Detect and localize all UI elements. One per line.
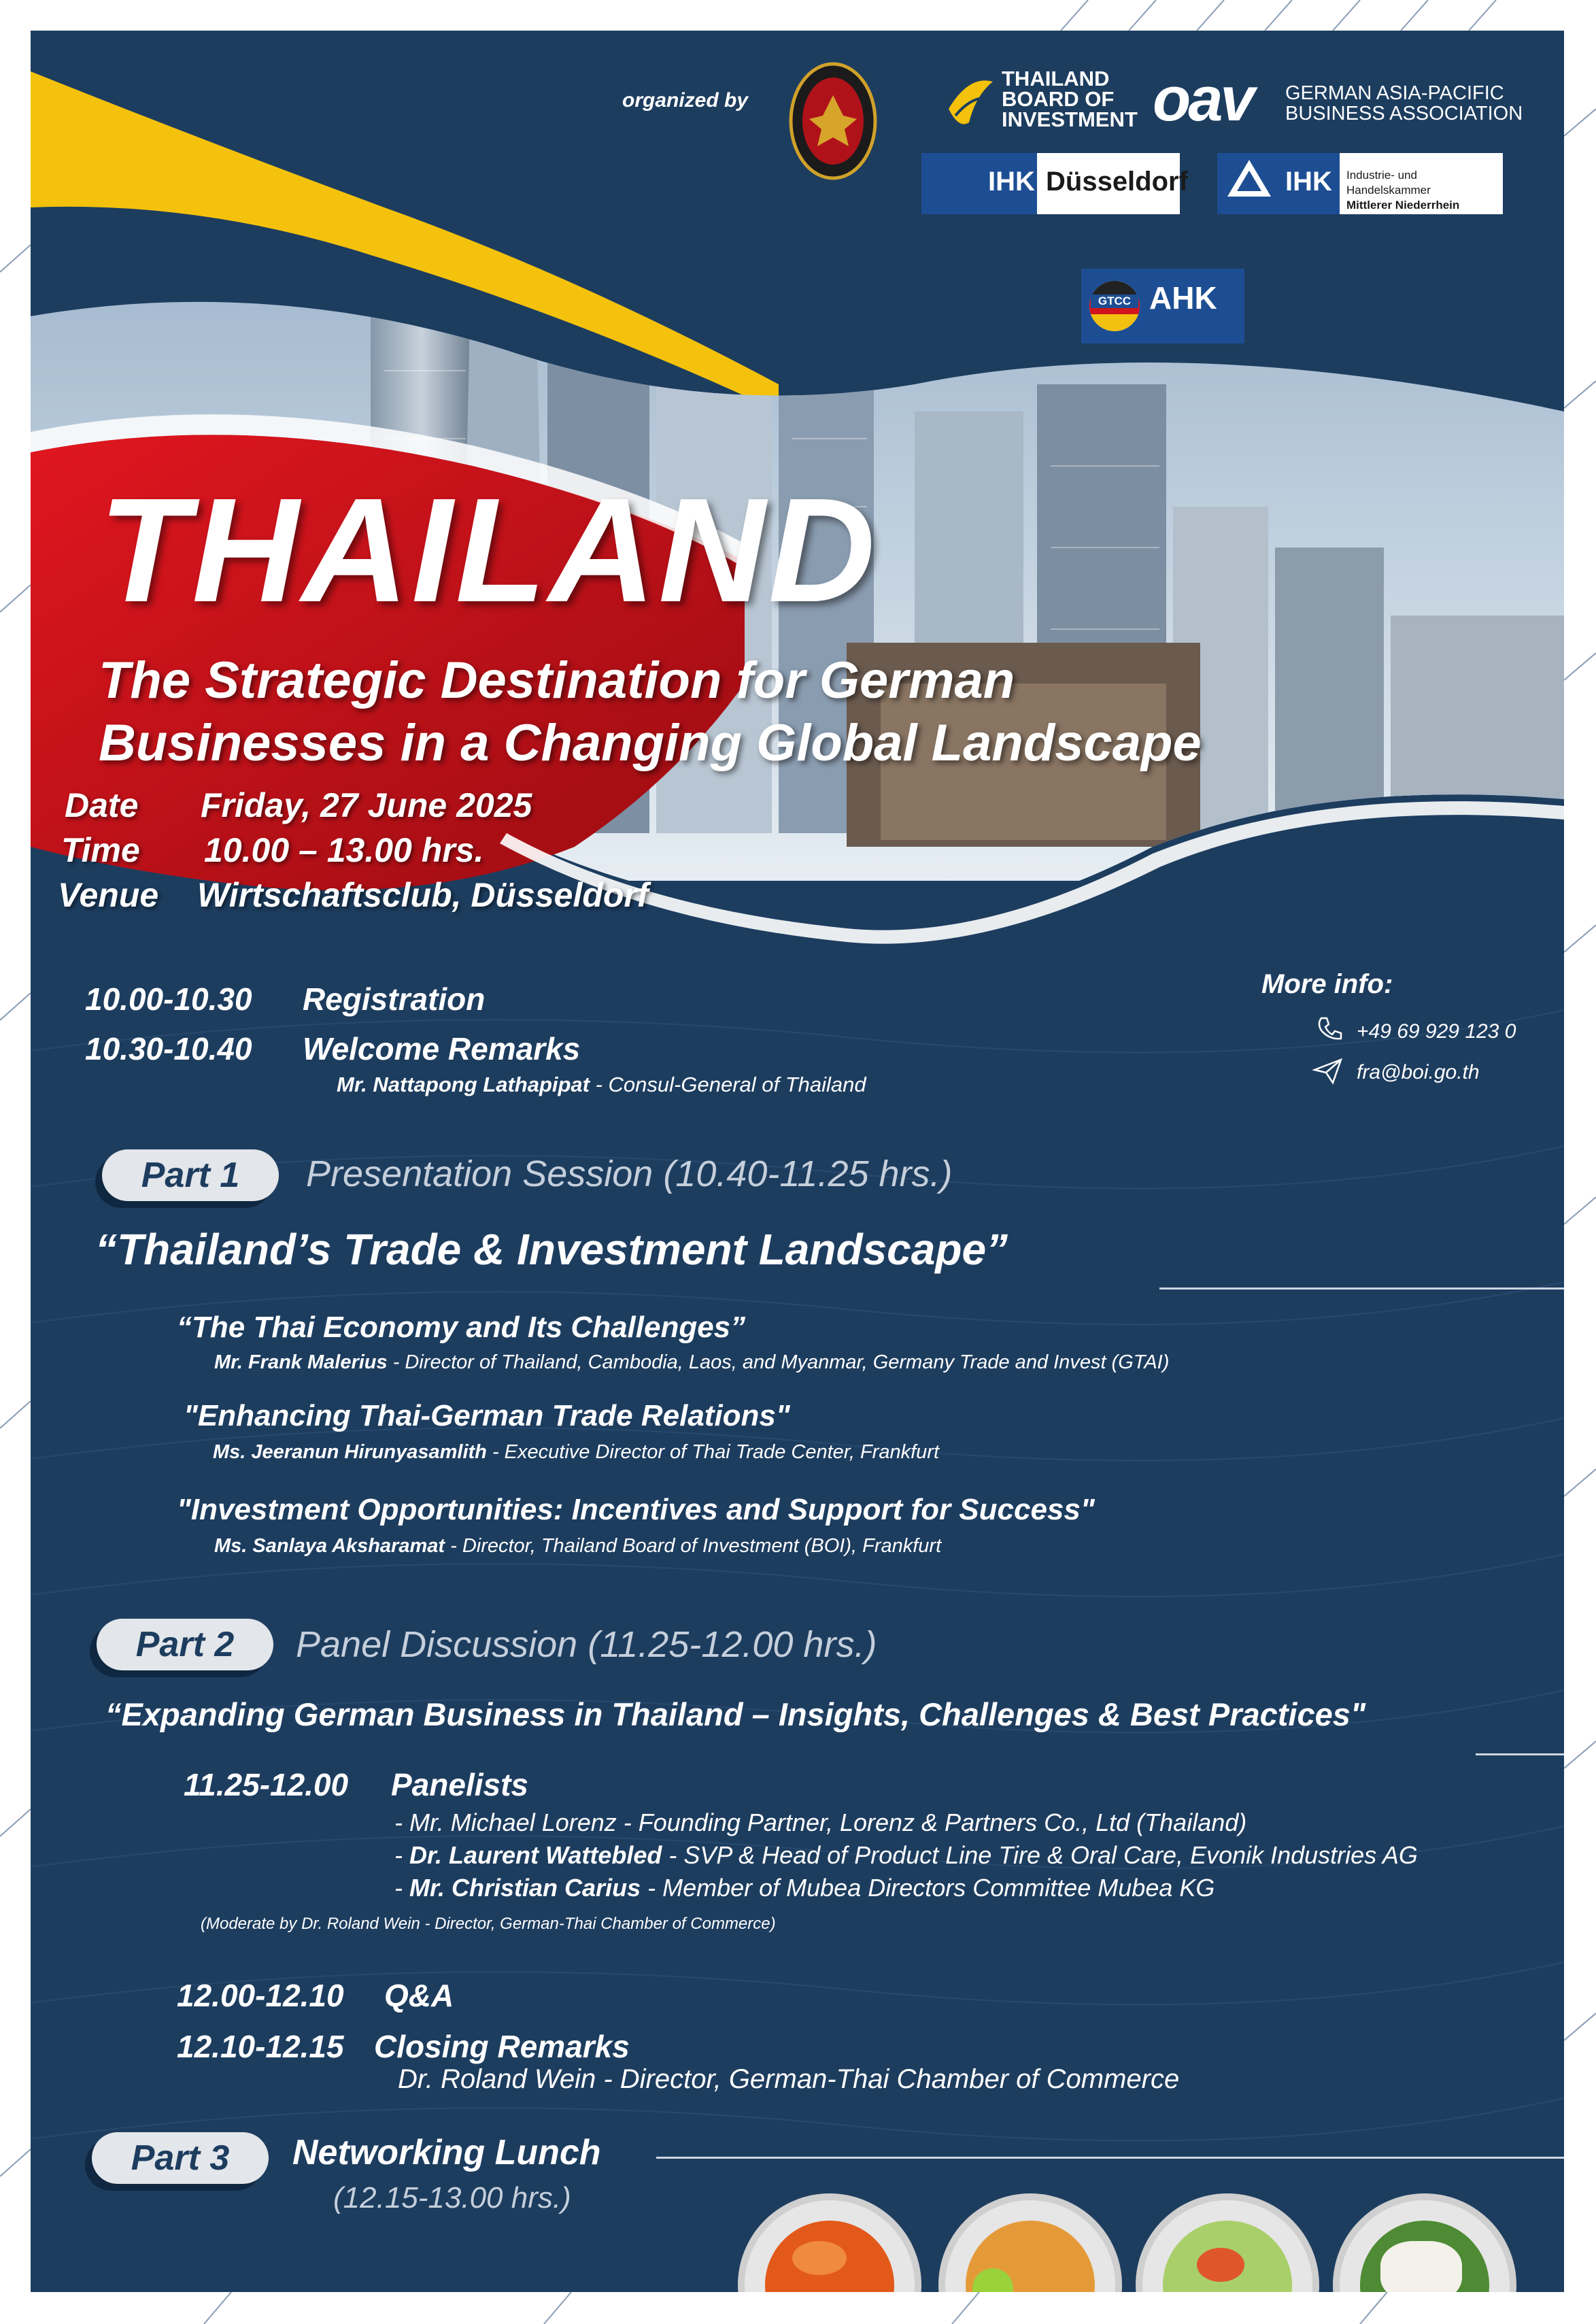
ihk-duesseldorf-city: Düsseldorf bbox=[1046, 167, 1188, 197]
part2-description: Panel Discussion (11.25-12.00 hrs.) bbox=[296, 1624, 877, 1665]
talk1-speaker-role: - Director of Thailand, Cambodia, Laos, and Myanmar, Germany Trade and Invest (GTAI) bbox=[387, 1351, 1170, 1373]
part3-badge: Part 3 bbox=[92, 2132, 269, 2184]
panelist-1-name: Mr. Michael Lorenz bbox=[409, 1808, 617, 1836]
venue-label: Venue bbox=[58, 876, 159, 914]
venue-value: Wirtschaftsclub, Düsseldorf bbox=[197, 876, 649, 914]
ihk-mn-line2: Mittlerer Niederrhein bbox=[1346, 199, 1460, 212]
welcome-speaker-role: - Consul-General of Thailand bbox=[590, 1073, 866, 1096]
royal-thai-embassy-seal bbox=[789, 61, 877, 180]
panel-title: Panelists bbox=[391, 1767, 528, 1802]
welcome-speaker-name: Mr. Nattapong Lathapipat bbox=[337, 1073, 590, 1096]
poster-title: THAILAND bbox=[99, 468, 879, 633]
panelist-3-name: Mr. Christian Carius bbox=[409, 1874, 641, 1902]
time-label: Time bbox=[61, 831, 140, 869]
send-mail-icon bbox=[1312, 1058, 1344, 1088]
poster-subtitle bbox=[99, 650, 1202, 775]
talk1-speaker bbox=[214, 1351, 1169, 1374]
part2-headline: “Expanding German Business in Thailand – Insights, Challenges & Best Practices" bbox=[105, 1696, 1366, 1732]
email-address[interactable]: fra@boi.go.th bbox=[1357, 1061, 1480, 1083]
panelist-2-name: Dr. Laurent Wattebled bbox=[409, 1841, 662, 1869]
part1-description: Presentation Session (10.40-11.25 hrs.) bbox=[306, 1153, 953, 1194]
talk3-speaker bbox=[214, 1535, 941, 1557]
registration-title: Registration bbox=[303, 981, 486, 1017]
panelist-3-role: - Member of Mubea Directors Committee Mubea KG bbox=[641, 1874, 1215, 1902]
time-value: 10.00 – 13.00 hrs. bbox=[204, 831, 484, 869]
part2-badge: Part 2 bbox=[97, 1619, 273, 1670]
registration-time: 10.00-10.30 bbox=[85, 981, 252, 1017]
more-info-label: More info: bbox=[1261, 969, 1393, 999]
welcome-speaker bbox=[337, 1073, 866, 1097]
ihk-mn-line1: Industrie- und Handelskammer bbox=[1346, 169, 1431, 197]
part1-divider bbox=[1159, 1287, 1564, 1290]
closing-title: Closing Remarks bbox=[374, 2029, 630, 2064]
talk3-speaker-role: - Director, Thailand Board of Investment (BOI), Frankfurt bbox=[445, 1535, 942, 1557]
part2-divider bbox=[1476, 1753, 1564, 1755]
part3-title: Networking Lunch bbox=[292, 2133, 601, 2172]
ihk-mittlerer-niederrhein-logo bbox=[1217, 153, 1503, 214]
ihk-mn-prefix: IHK bbox=[1285, 167, 1332, 197]
talk2-title: "Enhancing Thai-German Trade Relations" bbox=[184, 1399, 790, 1432]
welcome-title: Welcome Remarks bbox=[303, 1031, 581, 1066]
phone-number: +49 69 929 123 0 bbox=[1357, 1020, 1516, 1043]
talk2-speaker bbox=[213, 1441, 939, 1464]
closing-speaker: Dr. Roland Wein - Director, German-Thai Chamber of Commerce bbox=[398, 2064, 1180, 2094]
phone-icon bbox=[1316, 1015, 1343, 1046]
boi-logo-line2: BOARD OF bbox=[1002, 87, 1115, 111]
panelist-2 bbox=[394, 1841, 1418, 1870]
oav-logo-line2: BUSINESS ASSOCIATION bbox=[1285, 103, 1523, 124]
oav-logo-line1: GERMAN ASIA-PACIFIC bbox=[1285, 82, 1504, 104]
panelist-3 bbox=[394, 1874, 1215, 1902]
closing-time: 12.10-12.15 bbox=[177, 2029, 344, 2064]
panelist-1-prefix: - bbox=[394, 1808, 409, 1836]
poster-subtitle-line2: Businesses in a Changing Global Landscape bbox=[99, 714, 1202, 772]
date-label: Date bbox=[65, 786, 139, 824]
ahk-text: AHK bbox=[1149, 280, 1217, 316]
organized-by-label: organized by bbox=[622, 89, 749, 112]
part3-divider bbox=[656, 2157, 1564, 2159]
panel-time: 11.25-12.00 bbox=[184, 1767, 349, 1802]
ihk-duesseldorf-logo bbox=[921, 153, 1188, 214]
date-value: Friday, 27 June 2025 bbox=[201, 786, 532, 824]
ihk-duesseldorf-prefix: IHK bbox=[988, 167, 1035, 197]
talk2-speaker-role: - Executive Director of Thai Trade Center, Frankfurt bbox=[486, 1441, 939, 1463]
boi-emblem-icon bbox=[942, 68, 996, 136]
panelist-2-prefix: - bbox=[394, 1841, 409, 1869]
panelist-1-role: - Founding Partner, Lorenz & Partners Co., Ltd (Thailand) bbox=[616, 1808, 1247, 1836]
part1-badge: Part 1 bbox=[102, 1149, 279, 1201]
ihk-arrows-icon bbox=[1225, 160, 1273, 207]
talk2-speaker-name: Ms. Jeeranun Hirunyasamlith bbox=[213, 1441, 487, 1463]
talk1-title: “The Thai Economy and Its Challenges” bbox=[177, 1311, 746, 1344]
oav-logo-mark: oav bbox=[1153, 65, 1253, 134]
panelist-3-prefix: - bbox=[394, 1874, 409, 1902]
poster-subtitle-line1: The Strategic Destination for German bbox=[99, 652, 1015, 709]
oav-logo bbox=[1153, 65, 1533, 143]
qa-time: 12.00-12.10 bbox=[177, 1978, 344, 2013]
boi-logo-line3: INVESTMENT bbox=[1002, 107, 1138, 131]
event-poster bbox=[31, 31, 1564, 2292]
part3-time: (12.15-13.00 hrs.) bbox=[333, 2181, 571, 2214]
moderator-note: (Moderate by Dr. Roland Wein - Director, German-Thai Chamber of Commerce) bbox=[201, 1915, 776, 1933]
welcome-time: 10.30-10.40 bbox=[85, 1031, 252, 1066]
boi-logo-line1: THAILAND bbox=[1002, 67, 1110, 90]
boi-logo bbox=[942, 65, 1139, 139]
talk3-title: "Investment Opportunities: Incentives and Support for Success" bbox=[177, 1493, 1095, 1526]
gtcc-ahk-logo bbox=[1081, 269, 1244, 343]
panelist-1 bbox=[394, 1808, 1246, 1837]
talk1-speaker-name: Mr. Frank Malerius bbox=[214, 1351, 388, 1373]
part1-headline: “Thailand’s Trade & Investment Landscape” bbox=[95, 1225, 1008, 1274]
qa-title: Q&A bbox=[384, 1978, 454, 2013]
gtcc-text: GTCC bbox=[1091, 294, 1138, 308]
panelist-2-role: - SVP & Head of Product Line Tire & Oral Care, Evonik Industries AG bbox=[662, 1841, 1418, 1869]
talk3-speaker-name: Ms. Sanlaya Aksharamat bbox=[214, 1535, 445, 1557]
